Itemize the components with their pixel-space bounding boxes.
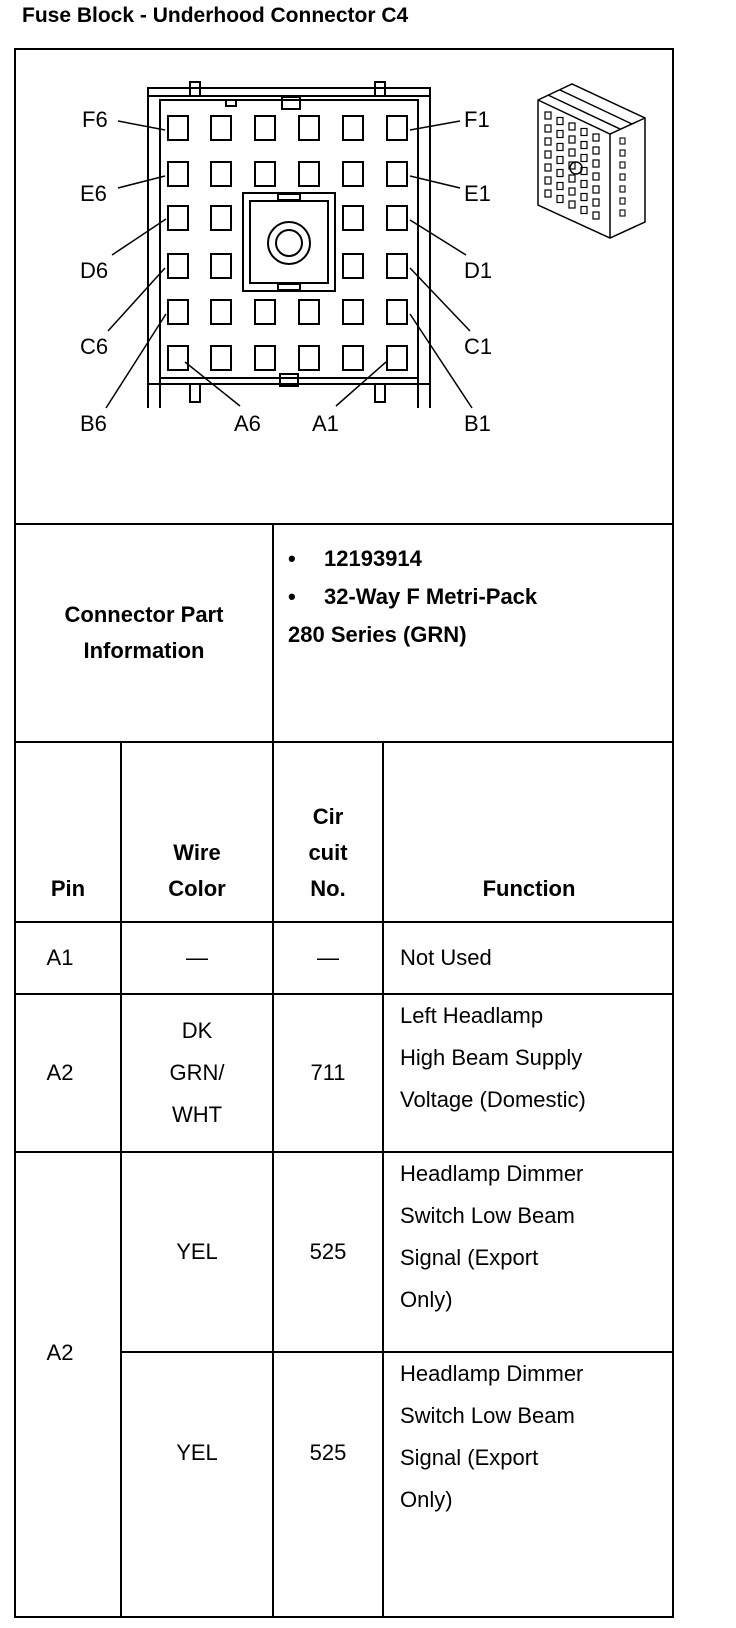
header-text: Wire (173, 840, 221, 865)
cavity (387, 346, 407, 370)
cavity (343, 346, 363, 370)
iso-cavity (545, 190, 551, 197)
circuit-cell: — (317, 945, 339, 970)
cavity (211, 116, 231, 140)
connector-outline (268, 222, 310, 264)
pin-cell: A1 (46, 945, 74, 970)
cavity (387, 254, 407, 278)
pin-cell: A2 (46, 1060, 74, 1085)
header-text: cuit (308, 840, 348, 865)
page-title: Fuse Block - Underhood Connector C4 (22, 4, 409, 27)
iso-cavity (545, 138, 551, 145)
iso-cavity (569, 123, 575, 130)
connector-outline (278, 284, 300, 290)
pin-label-f1: F1 (464, 107, 490, 132)
part-description: 32-Way F Metri-Pack (324, 584, 538, 609)
cavity (343, 254, 363, 278)
leader-line (118, 176, 165, 188)
circuit-cell: 525 (309, 1239, 347, 1264)
connector-outline (278, 194, 300, 200)
function-cell (384, 1353, 674, 1553)
iso-cavity (620, 210, 625, 216)
iso-cavity (593, 160, 599, 167)
iso-cavity (545, 112, 551, 119)
function-text: High Beam Supply (400, 1045, 583, 1070)
cavity (255, 116, 275, 140)
iso-cavity (581, 194, 587, 201)
iso-cavity (557, 131, 563, 138)
pin-label-c1: C1 (464, 334, 493, 359)
iso-cavity (557, 196, 563, 203)
iso-cavity (557, 183, 563, 190)
iso-cavity (581, 129, 587, 136)
cavity (387, 300, 407, 324)
function-text: Left Headlamp (400, 1003, 544, 1028)
cavity (168, 116, 188, 140)
connector-diagram (0, 0, 736, 540)
function-text: Signal (Export (400, 1245, 539, 1270)
function-text: Voltage (Domestic) (400, 1087, 586, 1112)
cavity (387, 116, 407, 140)
iso-cavity (569, 188, 575, 195)
header-wire-color (122, 743, 272, 921)
function-text: Switch Low Beam (400, 1403, 575, 1428)
pin-label-d1: D1 (464, 258, 493, 283)
connector-outline (375, 384, 385, 402)
part-info-label-line: Information (83, 638, 205, 663)
header-function: Function (482, 876, 576, 901)
connector-outline (226, 100, 236, 106)
function-text: Only) (400, 1487, 453, 1512)
wire-color-text: DK (181, 1018, 213, 1043)
connector-outline (243, 193, 335, 291)
iso-cavity (620, 198, 625, 204)
iso-cavity (593, 212, 599, 219)
iso-cavity (569, 149, 575, 156)
connector-3d-icon (538, 84, 645, 238)
cavity (255, 346, 275, 370)
iso-cavity (581, 181, 587, 188)
cavity (387, 206, 407, 230)
function-cell: Not Used (400, 945, 492, 970)
circuit-cell: 525 (309, 1440, 347, 1465)
part-info-label-line: Connector Part (64, 602, 224, 627)
cavity (168, 346, 188, 370)
cavity (255, 300, 275, 324)
cavity (343, 300, 363, 324)
iso-cavity (557, 118, 563, 125)
leader-line (410, 314, 472, 408)
iso-cavity (620, 150, 625, 156)
leader-line (108, 268, 165, 331)
cavity (211, 254, 231, 278)
function-text: Switch Low Beam (400, 1203, 575, 1228)
iso-cavity (557, 170, 563, 177)
header-text: No. (310, 876, 346, 901)
cavity (211, 300, 231, 324)
iso-cavity (545, 125, 551, 132)
part-info-item: • 12193914 (288, 546, 422, 571)
cavity (299, 162, 319, 186)
part-info-continuation: 280 Series (GRN) (288, 622, 467, 647)
iso-center-post (570, 162, 582, 174)
pin-label-b6: B6 (80, 411, 107, 436)
pin-label-d6: D6 (80, 258, 109, 283)
wire-color-text: WHT (171, 1102, 223, 1127)
function-text: Headlamp Dimmer (400, 1161, 584, 1186)
cavity (168, 300, 188, 324)
function-text: Headlamp Dimmer (400, 1361, 584, 1386)
iso-cavity (593, 134, 599, 141)
iso-cavity (545, 177, 551, 184)
function-text: Only) (400, 1287, 453, 1312)
iso-cavity (569, 175, 575, 182)
iso-cavity (620, 186, 625, 192)
cavity (211, 346, 231, 370)
iso-cavity (620, 138, 625, 144)
cavity (211, 206, 231, 230)
iso-cavity (545, 164, 551, 171)
iso-cavity (569, 136, 575, 143)
header-text: Color (168, 876, 226, 901)
part-info-label (16, 525, 272, 741)
cavity (168, 206, 188, 230)
iso-cavity (557, 144, 563, 151)
pin-label-b1: B1 (464, 411, 491, 436)
pin-label-e6: E6 (80, 181, 107, 206)
part-info-item: • 32-Way F Metri-Pack (288, 584, 538, 609)
cavity (168, 254, 188, 278)
cavity (387, 162, 407, 186)
cavity (343, 162, 363, 186)
divider (272, 523, 274, 743)
wire-color-cell: YEL (176, 1239, 218, 1264)
function-text: Signal (Export (400, 1445, 539, 1470)
leader-line (118, 121, 165, 130)
iso-cavity (620, 174, 625, 180)
wire-color-text: GRN/ (169, 1060, 225, 1085)
iso-cavity (593, 199, 599, 206)
cavity (299, 116, 319, 140)
header-text: Cir (312, 804, 344, 829)
cavity (343, 116, 363, 140)
connector-outline (276, 230, 302, 256)
pin-label-c6: C6 (80, 334, 109, 359)
circuit-cell: 711 (310, 1060, 346, 1085)
header-circuit-no (274, 743, 382, 921)
wire-color-cell (122, 995, 272, 1151)
wire-color-cell: — (186, 945, 208, 970)
connector-outline (160, 100, 418, 408)
iso-cavity (581, 142, 587, 149)
connector-outline (250, 201, 328, 283)
cavity (255, 162, 275, 186)
pin-label-f6: F6 (82, 107, 108, 132)
part-info-list (288, 540, 668, 654)
iso-cavity (569, 201, 575, 208)
pin-label-e1: E1 (464, 181, 491, 206)
connector-cavities (168, 116, 407, 370)
iso-cavity (593, 173, 599, 180)
connector-outline (190, 384, 200, 402)
wire-color-cell: YEL (176, 1440, 218, 1465)
cavity (299, 300, 319, 324)
cavity (343, 206, 363, 230)
connector-outline (282, 97, 300, 109)
iso-cavity (557, 157, 563, 164)
iso-cavity (593, 147, 599, 154)
part-number: 12193914 (324, 546, 422, 571)
pin-label-a1: A1 (312, 411, 339, 436)
cavity (211, 162, 231, 186)
function-cell (384, 995, 674, 1151)
iso-cavity (620, 162, 625, 168)
cavity (168, 162, 188, 186)
pin-label-a6: A6 (234, 411, 261, 436)
header-pin: Pin (50, 876, 86, 901)
iso-cavity (593, 186, 599, 193)
iso-cavity (581, 207, 587, 214)
iso-cavity (545, 151, 551, 158)
leader-line (106, 314, 166, 408)
function-cell (384, 1153, 674, 1351)
iso-cavity (581, 155, 587, 162)
pin-cell: A2 (46, 1340, 74, 1365)
leader-line (112, 219, 166, 255)
cavity (299, 346, 319, 370)
